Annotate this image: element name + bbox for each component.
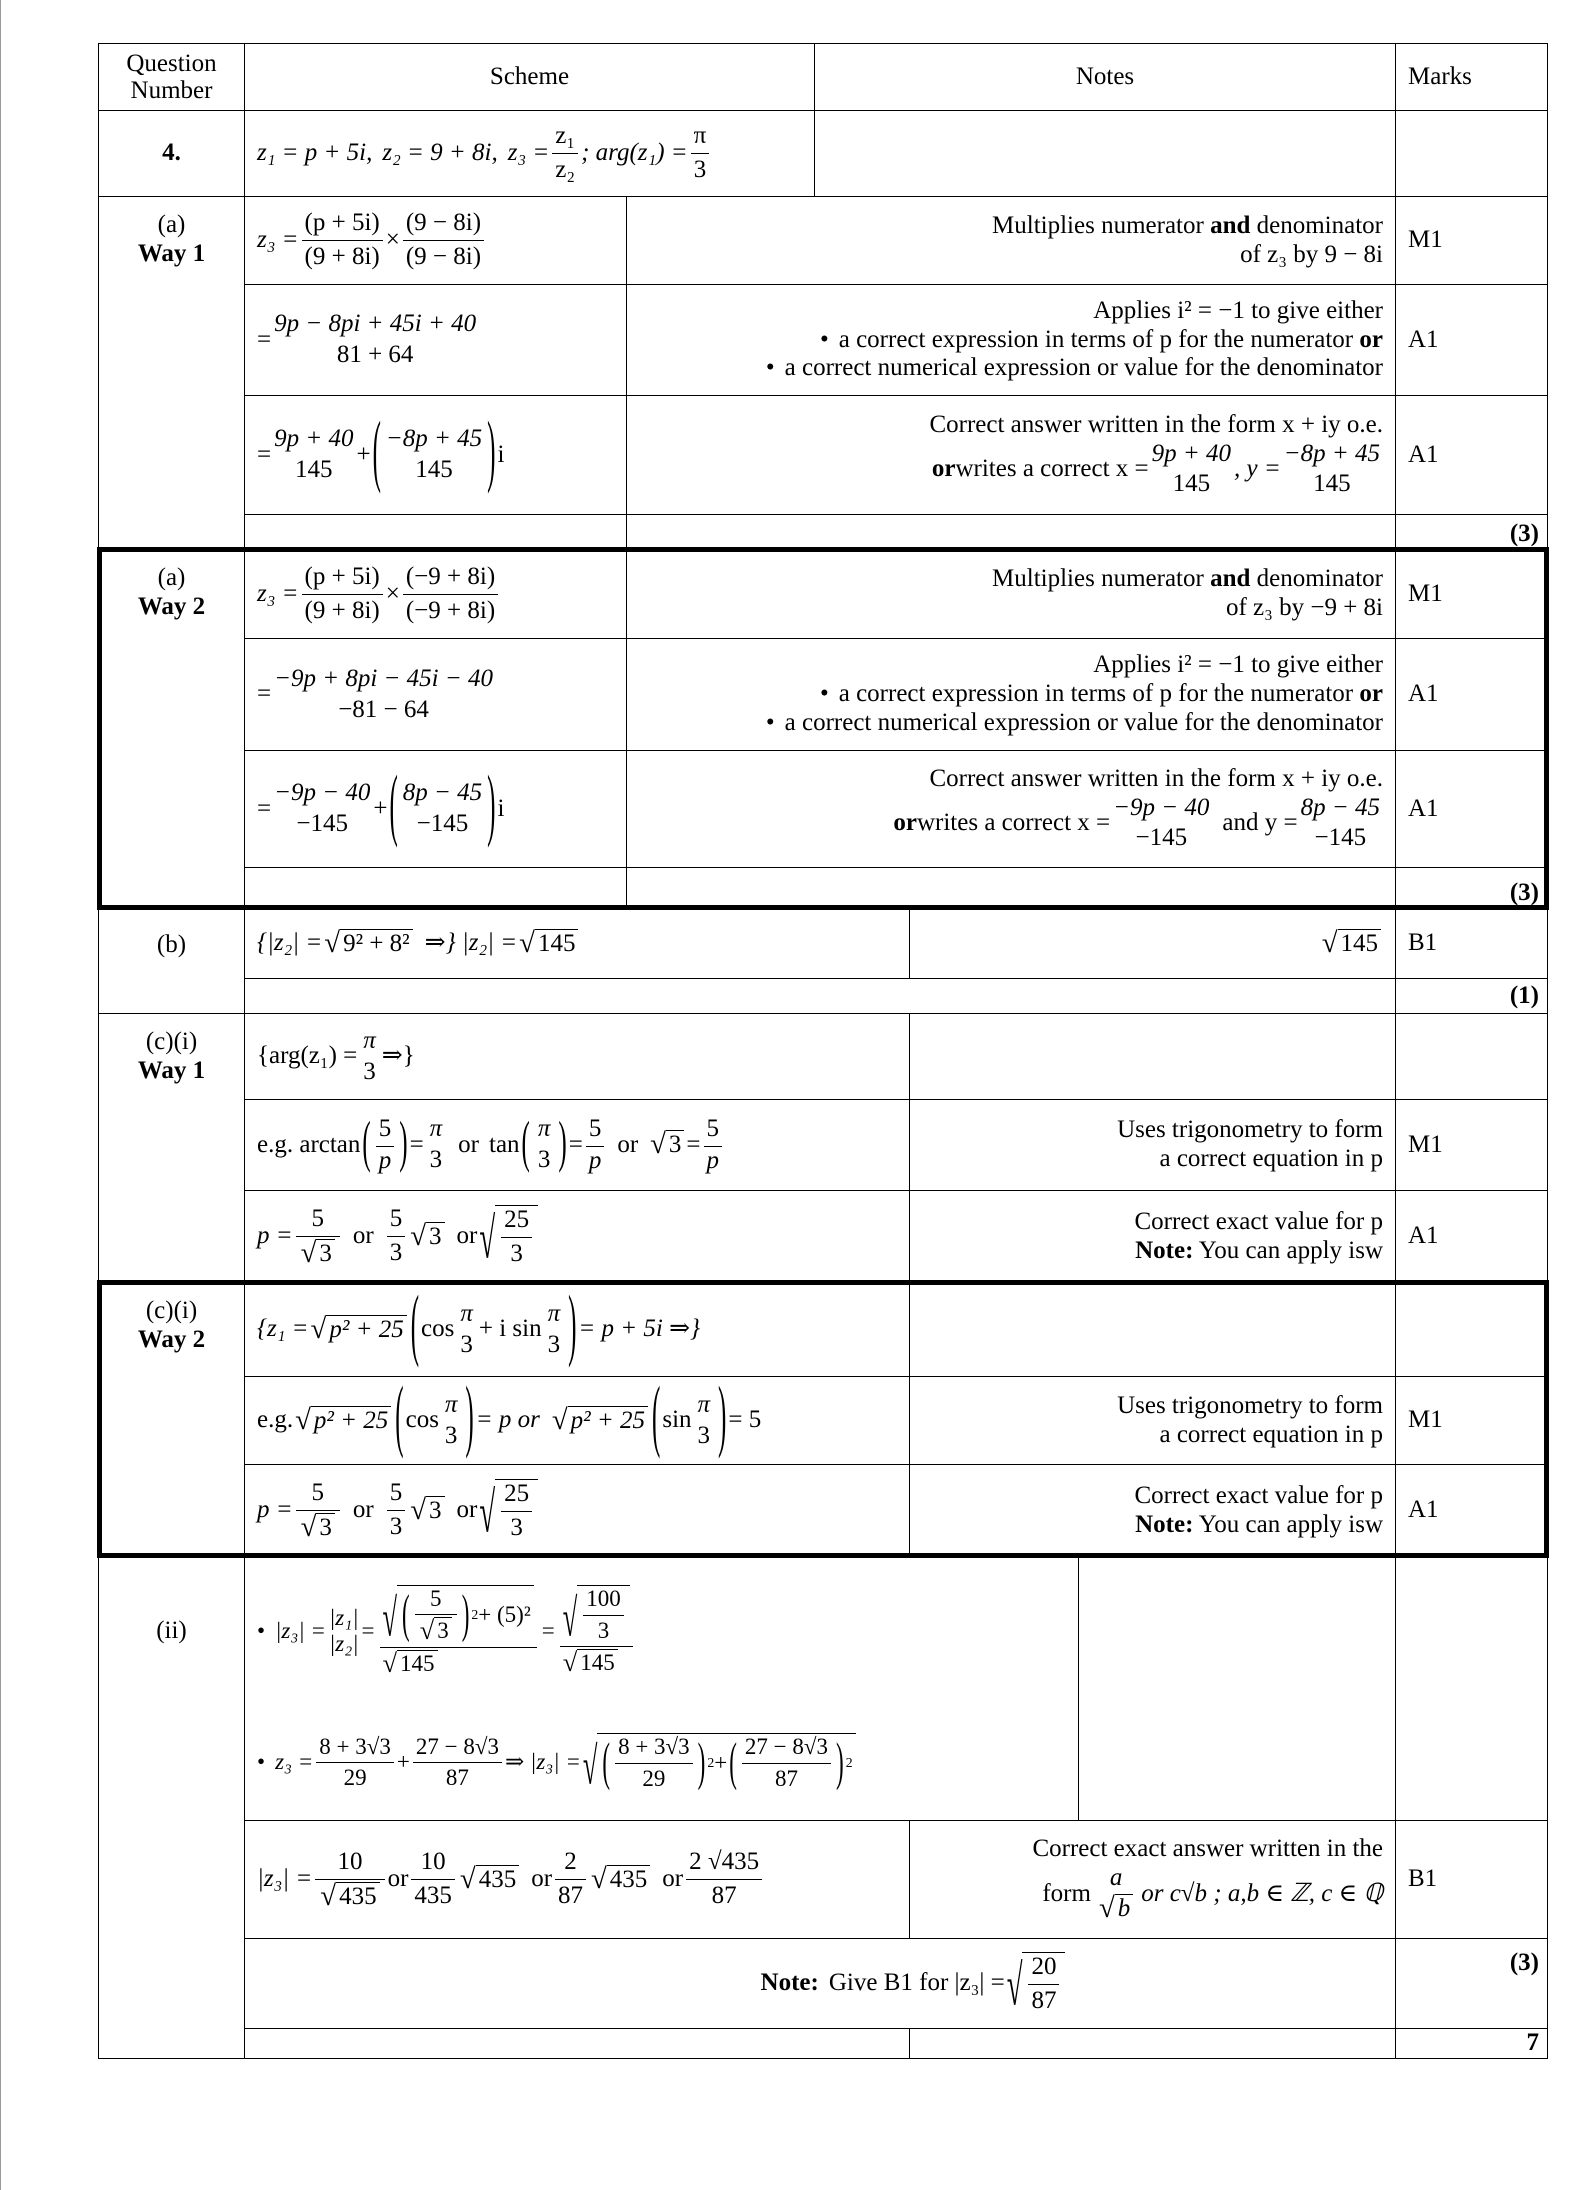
marks-cell bbox=[1395, 1556, 1548, 1821]
subtotal: (3) bbox=[1395, 1938, 1548, 2029]
scheme-step: {arg(z₁) = π 3 ⇒} bbox=[244, 1013, 910, 1100]
part-a-way2-label: (a) Way 2 bbox=[98, 549, 245, 909]
notes-cell bbox=[909, 2028, 1396, 2059]
scheme-step: |z₃| = 10 √ 435 or 10 435 √ 435 or 2 87 √ 435 or 2 √435 87 bbox=[244, 1820, 910, 1939]
part-cii-label: (ii) bbox=[98, 1556, 245, 2059]
note: Multiplies numerator and denominator of z₃ by −9 + 8i bbox=[626, 549, 1396, 639]
notes-cell bbox=[626, 867, 1396, 909]
scheme-step: = −9p + 8pi − 45i − 40 −81 − 64 bbox=[244, 638, 627, 751]
notes-cell bbox=[1078, 1556, 1396, 1821]
scheme-step: e.g. arctan ( 5 p ) = π 3 or tan ( π 3 ) = 5 p or √ 3 = $\frac{5}{p}$ bbox=[244, 1099, 910, 1191]
note: Correct exact value for p Note: You can apply isw bbox=[909, 1190, 1396, 1283]
mark: A1 bbox=[1395, 1464, 1548, 1557]
mark: M1 bbox=[1395, 196, 1548, 285]
marks-cell bbox=[1395, 1013, 1548, 1100]
z1-def: z₁ = p + 5i, bbox=[257, 139, 373, 167]
scheme-cell bbox=[244, 2028, 910, 2059]
header-scheme: Scheme bbox=[244, 43, 815, 111]
given-info bbox=[244, 110, 815, 197]
note: Correct exact answer written in the form a √ b or c√b ; a,b ∈ ℤ, c ∈ ℚ bbox=[909, 1820, 1396, 1939]
part-ci-way1-label: (c)(i) Way 1 bbox=[98, 1013, 245, 1283]
scheme-cell bbox=[244, 867, 627, 909]
page-edge bbox=[0, 0, 1, 2190]
scheme-cell bbox=[244, 514, 627, 550]
notes-cell bbox=[814, 110, 1396, 197]
scheme-step: p = 5 √ 3 or 5 3 √ 3 or √ $\frac{25}{3}$ bbox=[244, 1464, 910, 1557]
scheme-step: p = 5 √ 3 or 5 3 √ 3 or √ $\frac{25}{3}$ bbox=[244, 1190, 910, 1283]
mark: A1 bbox=[1395, 750, 1548, 868]
header-marks: Marks bbox=[1395, 43, 1548, 111]
scheme-step: z₃ = $\frac{(p + 5i)}{(9 + 8i)}$ × $\frac{(-9 + 8i)}{(-9 + 8i)}$ bbox=[244, 549, 627, 639]
z3-def: z₃ = bbox=[507, 139, 550, 167]
notes-cell bbox=[626, 514, 1396, 550]
fraction: $\frac{\text{z₁}}{\text{z₂}}$ bbox=[552, 122, 578, 185]
part-a-way1-label: (a) Way 1 bbox=[98, 196, 245, 550]
scheme-step: {|z₂| = √ 9² + 8² ⇒} |z₂| = √ 145 bbox=[244, 908, 910, 979]
fraction: $\frac{\pi}{3}$ bbox=[691, 122, 710, 185]
part-ci-way2-label: (c)(i) Way 2 bbox=[98, 1282, 245, 1557]
subtotal: (1) bbox=[1395, 978, 1548, 1014]
note: Multiplies numerator and denominator of z₃ by 9 − 8i bbox=[626, 196, 1396, 285]
scheme-step: {z₁ = √ p² + 25 ( cos π 3 + i sin π 3 ) = p + 5i ⇒} bbox=[244, 1282, 910, 1377]
mark: M1 bbox=[1395, 1376, 1548, 1465]
marks-cell bbox=[1395, 110, 1548, 197]
mark: M1 bbox=[1395, 1099, 1548, 1191]
scheme-step: z₃ = $\frac{(p + 5i)}{(9 + 8i)}$ × $\frac{(9 - 8i)}{(9 - 8i)}$ bbox=[244, 196, 627, 285]
subtotal: (3) bbox=[1395, 514, 1548, 550]
scheme-step: e.g. √ p² + 25 ( cos π 3 ) = p or √ p² + 25 ( sin π 3 ) = 5 bbox=[244, 1376, 910, 1465]
note: Correct exact value for p Note: You can apply isw bbox=[909, 1464, 1396, 1557]
question-number: 4. bbox=[98, 110, 245, 197]
scheme-step: • |z₃| = |z₁| |z₂| = √ ( 5 √ 3 ) 2 + (5)² √ 145 = √ $\frac{100}{3}$ √ 145 • z₃ = $\frac{8 + 3√3}{29}$ + $\frac{27 - 8√3}{87}$ ⇒ |z₃| = √ ( 8 + 3√3 29 ) 2 + ( 27 − 8√3 87 ) 2 bbox=[244, 1556, 1079, 1821]
header-notes: Notes bbox=[814, 43, 1396, 111]
header-question-number: Question Number bbox=[98, 43, 245, 111]
mark: A1 bbox=[1395, 284, 1548, 396]
part-b-label: (b) bbox=[98, 908, 245, 1014]
note: Uses trigonometry to form a correct equation in p bbox=[909, 1376, 1396, 1465]
scheme-step: = 9p + 40 145 + ( −8p + 45 145 ) i bbox=[244, 395, 627, 515]
scheme-step: = −9p − 40 −145 + ( 8p − 45 −145 ) i bbox=[244, 750, 627, 868]
mark: A1 bbox=[1395, 395, 1548, 515]
note: Note: Give B1 for |z₃| = √ $\frac{20}{87}$ bbox=[244, 1938, 1396, 2029]
note: Correct answer written in the form x + iy o.e. or writes a correct x = 9p + 40 145 , y = −8p + 45 145 bbox=[626, 395, 1396, 515]
marks-cell bbox=[1395, 1282, 1548, 1377]
scheme-step: = 9p − 8pi + 45i + 40 81 + 64 bbox=[244, 284, 627, 396]
note: Correct answer written in the form x + iy o.e. or writes a correct x = −9p − 40 −145 and y = 8p − 45 −145 bbox=[626, 750, 1396, 868]
notes-cell bbox=[909, 1013, 1396, 1100]
notes-cell bbox=[909, 1282, 1396, 1377]
note: √ 145 bbox=[909, 908, 1396, 979]
note: Uses trigonometry to form a correct equation in p bbox=[909, 1099, 1396, 1191]
mark: M1 bbox=[1395, 549, 1548, 639]
mark: A1 bbox=[1395, 638, 1548, 751]
question-total: 7 bbox=[1395, 2028, 1548, 2059]
z2-def: z₂ = 9 + 8i, bbox=[382, 139, 498, 167]
arg-def: ; arg(z₁) = bbox=[581, 139, 688, 167]
mark: A1 bbox=[1395, 1190, 1548, 1283]
mark: B1 bbox=[1395, 908, 1548, 979]
subtotal: (3) bbox=[1395, 867, 1548, 909]
note: Applies i² = −1 to give either • a correct expression in terms of p for the numerator or • a correct numerical expression or value for the denominator bbox=[626, 638, 1396, 751]
scheme-cell bbox=[244, 978, 1396, 1014]
mark: B1 bbox=[1395, 1820, 1548, 1939]
note: Applies i² = −1 to give either • a correct expression in terms of p for the numerator or • a correct numerical expression or value for the denominator bbox=[626, 284, 1396, 396]
